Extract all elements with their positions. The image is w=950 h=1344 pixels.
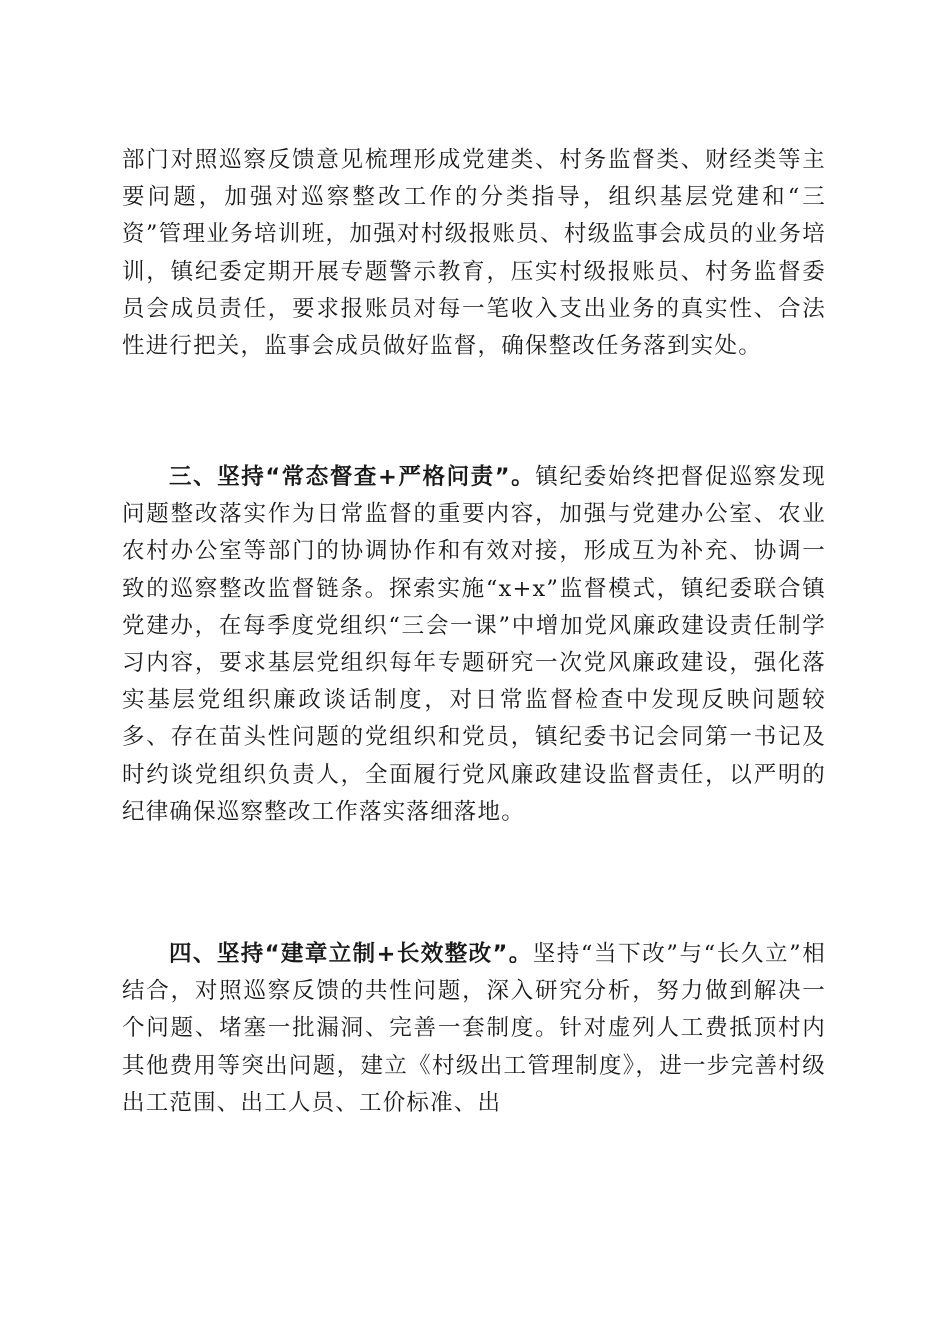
section-heading-four: 四、坚持“建章立制+长效整改”。 (169, 941, 533, 967)
paragraph-section-three (122, 459, 826, 831)
section-heading-three: 三、坚持“常态督查+严格问责”。 (169, 464, 536, 490)
paragraph-body: 镇纪委始终把督促巡察发现问题整改落实作为日常监督的重要内容，加强与党建办公室、农业农村办公室等部门的协调协作和有效对接，形成互为补充、协调一致的巡察整改监督链条。探索实施“x+x”监督模式，镇纪委联合镇党建办，在每季度党组织“三会一课”中增加党风廉政建设责任制学习内容，要求基层党组织每年专题研究一次党风廉政建设，强化落实基层党组织廉政谈话制度，对日常监督检查中发现反映问题较多、存在苗头性问题的党组织和党员，镇纪委书记会同第一书记及时约谈党组织负责人，全面履行党风廉政建设监督责任，以严明的纪律确保巡察整改工作落实落细落地。 (122, 464, 826, 825)
paragraph-continuation (122, 142, 826, 365)
paragraph-section-four (122, 936, 826, 1122)
paragraph-body: 坚持“当下改”与“长久立”相结合，对照巡察反馈的共性问题，深入研究分析，努力做到解决一个问题、堵塞一批漏洞、完善一套制度。针对虚列人工费抵顶村内其他费用等突出问题，建立《村级出工管理制度》，进一步完善村级出工范围、出工人员、工价标准、出 (122, 941, 826, 1116)
paragraph-body: 部门对照巡察反馈意见梳理形成党建类、村务监督类、财经类等主要问题，加强对巡察整改工作的分类指导，组织基层党建和“三资”管理业务培训班，加强对村级报账员、村级监事会成员的业务培训，镇纪委定期开展专题警示教育，压实村级报账员、村务监督委员会成员责任，要求报账员对每一笔收入支出业务的真实性、合法性进行把关，监事会成员做好监督，确保整改任务落到实处。 (122, 147, 826, 360)
